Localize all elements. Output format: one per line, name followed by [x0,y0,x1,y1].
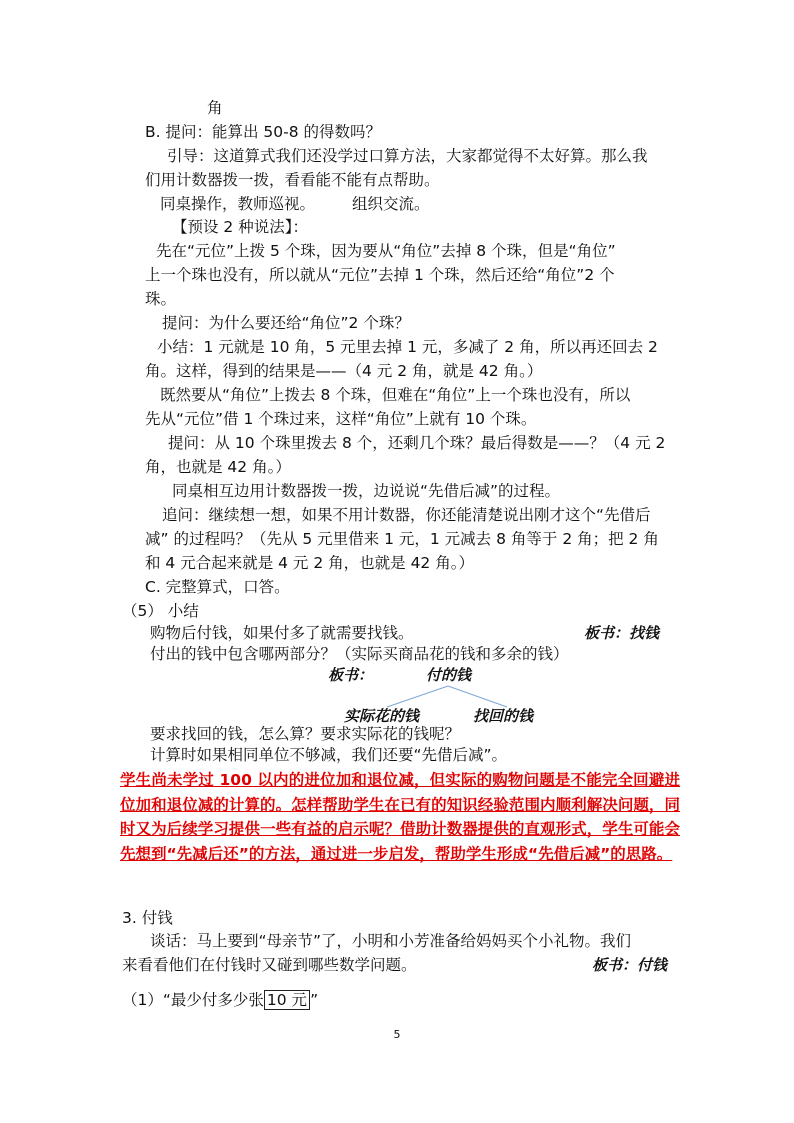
text-line: 引导：这道算式我们还没学过口算方法，大家都觉得不太好算。那么我 [167,147,648,165]
text-line: 珠。 [145,290,177,308]
text-line: 计算时如果相同单位不够减，我们还要“先借后减”。 [150,746,508,764]
text-line: 既然要从“角位”上拨去 8 个珠，但难在“角位”上一个珠也没有，所以 [160,386,631,404]
text-line: 提问：从 10 个珠里拨去 8 个，还剩几个珠？最后得数是——？（4 元 2 [168,434,666,452]
text-line: 来看看他们在付钱时又碰到哪些数学问题。 [122,956,417,974]
text-line: 付出的钱中包含哪两部分？（实际买商品花的钱和多余的钱） [150,645,569,663]
boxed-amount: 10 元 [264,990,310,1010]
board-top-node: 付的钱 [426,666,472,684]
text-line: 减” 的过程吗？（先从 5 元里借来 1 元，1 元减去 8 角等于 2 角；把 2 角 [145,530,659,548]
text-line: 角 [207,99,223,117]
text-line: 角，也就是 42 角。） [145,458,291,476]
text-line: 追问：继续想一想，如果不用计数器，你还能清楚说出刚才这个“先借后 [162,506,651,524]
board-left-node: 实际花的钱 [344,707,420,725]
text-line: 同桌操作，教师巡视。 [160,195,316,213]
text-line: 谈话：马上要到“母亲节”了，小明和小芳准备给妈妈买个小礼物。我们 [150,932,632,950]
board-right-node: 找回的钱 [473,707,534,725]
text-line: 提问：为什么要还给“角位”2 个珠？ [162,314,410,332]
text-line: 角。这样，得到的结果是——（4 元 2 角，就是 42 角。） [145,362,543,380]
closing-quote: ” [310,991,319,1009]
question-line [122,990,318,1010]
text-line: 和 4 元合起来就是 4 元 2 角，也就是 42 角。） [145,554,474,572]
page-number: 5 [393,1028,401,1041]
section-heading: 3. 付钱 [122,909,173,927]
text-line: 小结：1 元就是 10 角，5 元里去掉 1 元，多减了 2 角，所以再还回去 2 [157,338,658,356]
question-text: （1）“最少付多少张 [122,991,264,1009]
text-line: 上一个珠也没有，所以就从“元位”去掉 1 个珠，然后还给“角位”2 个 [145,266,615,284]
text-line: 同桌相互边用计数器拨一拨，边说说“先借后减”的过程。 [172,482,561,500]
board-label: 板书： [328,666,374,684]
text-line: 【预设 2 种说法】： [172,218,308,236]
text-line: 要求找回的钱，怎么算？要求实际花的钱呢？ [150,725,461,743]
text-line: 先从“元位”借 1 个珠过来，这样“角位”上就有 10 个珠。 [145,410,537,428]
section-heading: （5） 小结 [122,602,199,620]
text-line: 购物后付钱，如果付多了就需要找钱。 [150,624,414,642]
text-line: 们用计数器拨一拨，看看能不能有点帮助。 [145,171,440,189]
board-note: 板书：付钱 [592,956,668,974]
red-emphasis-paragraph: 学生尚未学过 100 以内的进位加和退位减，但实际的购物问题是不能完全回避进位加和退位减的计算的。怎样帮助学生在已有的知识经验范围内顺利解决问题，同时又为后续学习提供一些有益的启示呢？借助计数器提供的直观形式，学生可能会先想到“先减后还”的方法，通过进一步启发，帮助学生形成“先借后减”的思路。 [120,771,680,863]
text-line: 组织交流。 [352,195,430,213]
text-line: 先在“元位”上拨 5 个珠，因为要从“角位”去掉 8 个珠，但是“角位” [156,242,616,260]
text-line: C. 完整算式，口答。 [145,578,290,596]
board-note: 板书：找钱 [584,624,660,642]
text-line: B. 提问：能算出 50-8 的得数吗？ [145,123,382,141]
